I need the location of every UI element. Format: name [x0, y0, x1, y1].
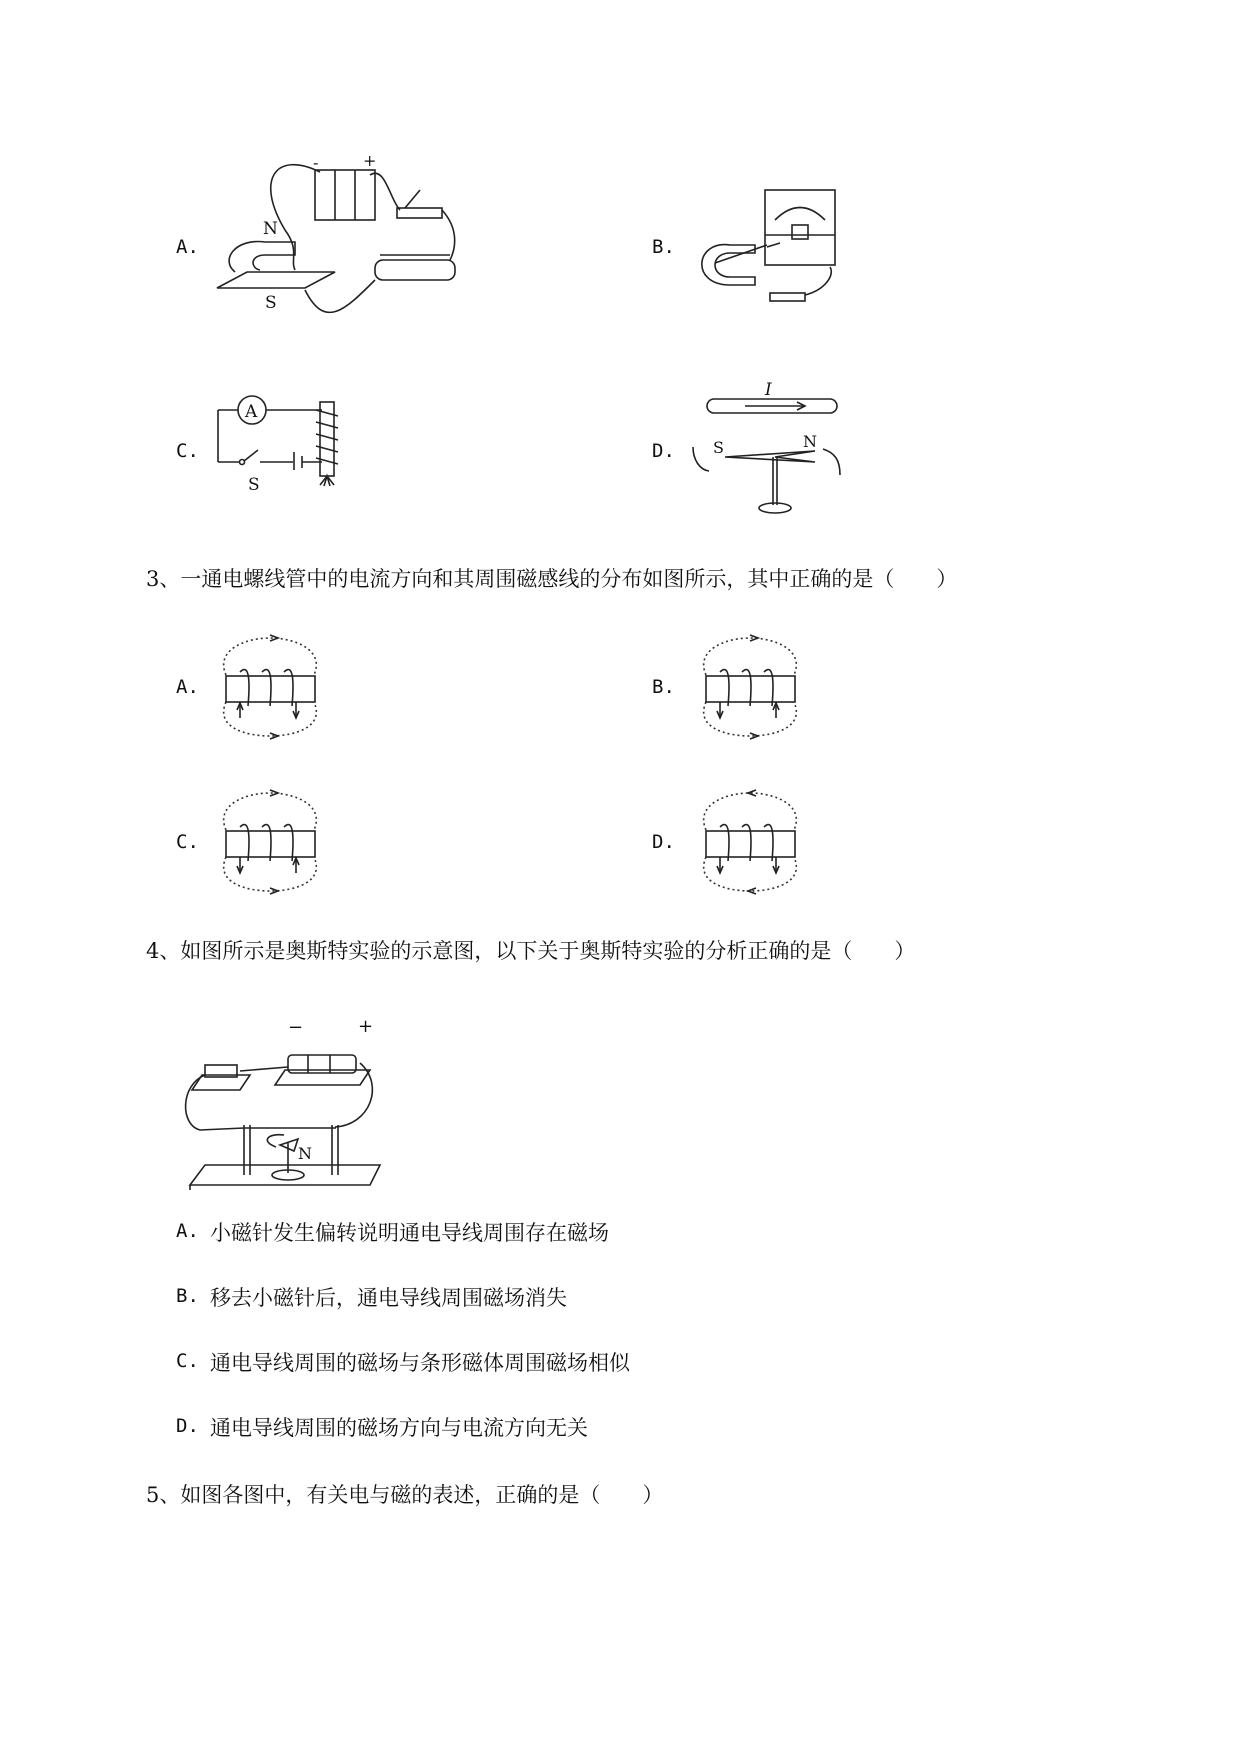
- q3-option-a-label: A.: [176, 676, 199, 698]
- q2-figure-b: [685, 185, 845, 315]
- q2-figure-d: [685, 380, 855, 520]
- q3-figure-d: [690, 785, 810, 895]
- q4-choice-b-text: 移去小磁针后，通电导线周围磁场消失: [210, 1286, 567, 1310]
- needle-s-label: S: [713, 438, 724, 457]
- q5-text: 5、如图各图中，有关电与磁的表述，正确的是（ ）: [146, 1483, 664, 1507]
- q2-option-b-label: B.: [652, 236, 675, 258]
- magnet-n-label: N: [263, 219, 278, 239]
- q2-option-a-label: A.: [176, 236, 199, 258]
- q4-choice-b-label: B.: [176, 1285, 199, 1307]
- battery-minus-label: −: [288, 1017, 304, 1038]
- needle-n-label: N: [803, 432, 817, 451]
- battery-minus-label: -: [313, 153, 319, 172]
- switch-label: S: [248, 475, 260, 495]
- q2-option-d-label: D.: [652, 440, 675, 462]
- current-label: I: [765, 380, 772, 400]
- q4-choice-a-text: 小磁针发生偏转说明通电导线周围存在磁场: [210, 1221, 609, 1245]
- q3-option-c-label: C.: [176, 831, 199, 853]
- q3-option-b-label: B.: [652, 676, 675, 698]
- ammeter-label: A: [245, 402, 258, 422]
- q4-choice-a-label: A.: [176, 1220, 199, 1242]
- needle-n-label: N: [298, 1144, 312, 1163]
- q4-choice-c-text: 通电导线周围的磁场与条形磁体周围磁场相似: [210, 1351, 630, 1375]
- q3-text: 3、一通电螺线管中的电流方向和其周围磁感线的分布如图所示，其中正确的是（ ）: [146, 567, 958, 591]
- q4-choice-c-label: C.: [176, 1350, 199, 1372]
- q2-figure-c: [210, 390, 370, 500]
- q4-choice-d-label: D.: [176, 1415, 199, 1437]
- battery-plus-label: +: [358, 1016, 374, 1037]
- q2-figure-a: [215, 151, 475, 330]
- q3-figure-a: [210, 630, 330, 740]
- magnet-s-label: S: [265, 293, 277, 313]
- q4-choice-d-text: 通电导线周围的磁场方向与电流方向无关: [210, 1416, 588, 1440]
- battery-plus-label: +: [363, 151, 377, 170]
- q3-figure-b: [690, 630, 810, 740]
- q3-figure-c: [210, 785, 330, 895]
- q2-option-c-label: C.: [176, 440, 199, 462]
- q4-oersted-figure: [180, 1015, 380, 1190]
- q4-text: 4、如图所示是奥斯特实验的示意图，以下关于奥斯特实验的分析正确的是（ ）: [146, 939, 916, 963]
- q3-option-d-label: D.: [652, 831, 675, 853]
